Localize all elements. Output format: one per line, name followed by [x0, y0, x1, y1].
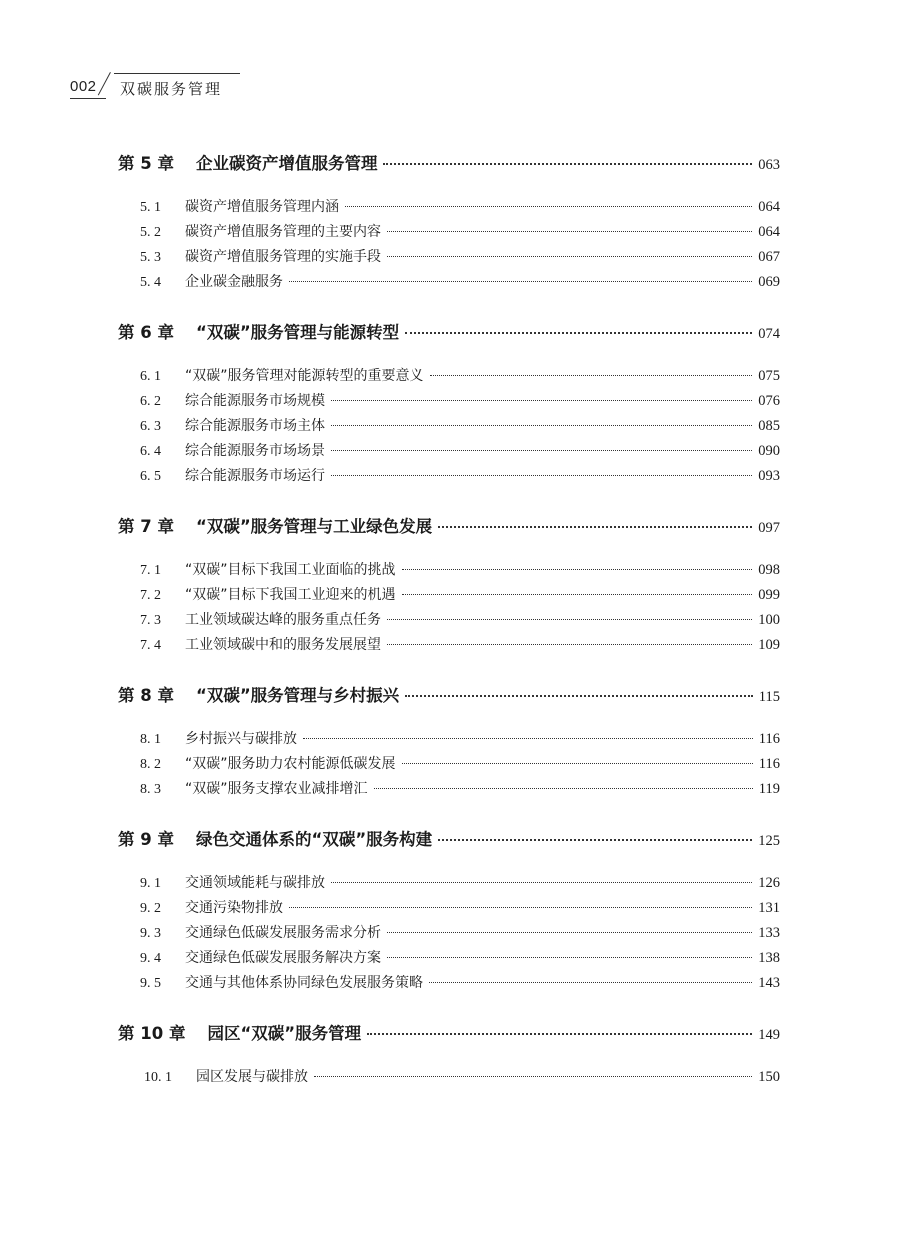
dot-leader [438, 526, 752, 528]
dot-leader [387, 231, 752, 232]
section-entry[interactable] [118, 972, 780, 997]
section-entry[interactable] [118, 872, 780, 897]
section-page-number: 116 [758, 731, 780, 747]
section-number: 5. 3 [140, 250, 161, 265]
section-number: 6. 1 [140, 369, 161, 384]
page-number: 002 [70, 78, 97, 95]
section-page-number: 150 [758, 1069, 780, 1085]
dot-leader [387, 644, 752, 645]
section-entry[interactable] [118, 559, 780, 584]
section-entry[interactable] [118, 271, 780, 296]
section-number: 9. 5 [140, 976, 161, 991]
section-title: 园区发展与碳排放 [196, 1069, 308, 1085]
section-title: 综合能源服务市场规模 [185, 393, 325, 409]
dot-leader [387, 957, 752, 958]
dot-leader [405, 695, 753, 697]
running-header [70, 76, 240, 98]
section-entry[interactable] [118, 947, 780, 972]
section-page-number: 098 [758, 562, 780, 578]
chapter-entry[interactable] [118, 150, 780, 176]
chapter-entry[interactable] [118, 513, 780, 539]
table-of-contents [118, 150, 780, 1091]
section-page-number: 064 [758, 224, 780, 240]
chapter-title: “双碳”服务管理与乡村振兴 [195, 686, 400, 705]
chapter-number: 第 10 章 [118, 1024, 186, 1043]
section-page-number: 064 [758, 199, 780, 215]
section-title: “双碳”服务助力农村能源低碳发展 [185, 756, 396, 772]
section-title: 交通污染物排放 [185, 900, 283, 916]
dot-leader [331, 475, 752, 476]
dot-leader [429, 982, 752, 983]
section-page-number: 143 [758, 975, 780, 991]
section-number: 6. 4 [140, 444, 161, 459]
section-page-number: 119 [758, 781, 780, 797]
dot-leader [331, 400, 752, 401]
section-entry[interactable] [118, 753, 780, 778]
section-page-number: 116 [758, 756, 780, 772]
dot-leader [303, 738, 753, 739]
chapter-number: 第 8 章 [118, 686, 174, 705]
section-entry[interactable] [118, 196, 780, 221]
dot-leader [331, 450, 752, 451]
chapter-page-number: 074 [758, 326, 780, 342]
section-page-number: 100 [758, 612, 780, 628]
chapter-title: “双碳”服务管理与工业绿色发展 [195, 517, 433, 536]
section-page-number: 126 [758, 875, 780, 891]
section-number: 5. 1 [140, 200, 161, 215]
dot-leader [402, 569, 753, 570]
section-entry[interactable] [118, 584, 780, 609]
section-title: 企业碳金融服务 [185, 274, 283, 290]
section-page-number: 090 [758, 443, 780, 459]
section-number: 7. 2 [140, 588, 161, 603]
section-page-number: 099 [758, 587, 780, 603]
dot-leader [345, 206, 752, 207]
section-page-number: 131 [758, 900, 780, 916]
chapter-title: 园区“双碳”服务管理 [207, 1024, 362, 1043]
section-entry[interactable] [118, 365, 780, 390]
header-rule-right [114, 73, 240, 74]
section-number: 5. 4 [140, 275, 161, 290]
chapter-page-number: 125 [758, 833, 780, 849]
dot-leader [387, 256, 752, 257]
section-title: “双碳”服务管理对能源转型的重要意义 [185, 368, 424, 384]
chapter-number: 第 5 章 [118, 154, 174, 173]
chapter-title: “双碳”服务管理与能源转型 [195, 323, 400, 342]
section-page-number: 133 [758, 925, 780, 941]
section-title: 交通绿色低碳发展服务解决方案 [185, 950, 381, 966]
section-entry[interactable] [118, 728, 780, 753]
section-number: 8. 3 [140, 782, 161, 797]
section-number: 8. 1 [140, 732, 161, 747]
section-page-number: 093 [758, 468, 780, 484]
chapter-entry[interactable] [118, 1020, 780, 1046]
section-title: 碳资产增值服务管理的主要内容 [185, 224, 381, 240]
section-title: 碳资产增值服务管理内涵 [185, 199, 339, 215]
chapter-entry[interactable] [118, 682, 780, 708]
section-page-number: 075 [758, 368, 780, 384]
section-title: 碳资产增值服务管理的实施手段 [185, 249, 381, 265]
dot-leader [367, 1033, 752, 1035]
dot-leader [402, 763, 753, 764]
dot-leader [289, 281, 752, 282]
dot-leader [405, 332, 752, 334]
chapter-page-number: 063 [758, 157, 780, 173]
section-entry[interactable] [118, 221, 780, 246]
section-entry[interactable] [118, 922, 780, 947]
chapter-number: 第 7 章 [118, 517, 174, 536]
section-title: 工业领域碳中和的服务发展展望 [185, 637, 381, 653]
dot-leader [374, 788, 753, 789]
dot-leader [289, 907, 752, 908]
section-title: 综合能源服务市场主体 [185, 418, 325, 434]
section-entry[interactable] [118, 634, 780, 659]
section-number: 10. 1 [144, 1070, 172, 1085]
header-rule-left [70, 98, 106, 99]
dot-leader [402, 594, 753, 595]
section-number: 9. 2 [140, 901, 161, 916]
section-entry[interactable] [118, 609, 780, 634]
section-entry[interactable] [118, 415, 780, 440]
section-number: 7. 4 [140, 638, 161, 653]
chapter-page-number: 149 [758, 1027, 780, 1043]
section-page-number: 138 [758, 950, 780, 966]
section-title: 综合能源服务市场运行 [185, 468, 325, 484]
section-entry[interactable] [118, 1066, 780, 1091]
chapter-entry[interactable] [118, 826, 780, 852]
section-number: 9. 3 [140, 926, 161, 941]
section-number: 6. 3 [140, 419, 161, 434]
section-title: 交通领域能耗与碳排放 [185, 875, 325, 891]
section-entry[interactable] [118, 897, 780, 922]
dot-leader [387, 619, 752, 620]
section-entry[interactable] [118, 465, 780, 490]
dot-leader [387, 932, 752, 933]
section-title: 综合能源服务市场场景 [185, 443, 325, 459]
dot-leader [331, 882, 752, 883]
section-entry[interactable] [118, 778, 780, 803]
section-entry[interactable] [118, 390, 780, 415]
header-slash-divider [104, 72, 118, 98]
chapter-entry[interactable] [118, 319, 780, 345]
section-entry[interactable] [118, 440, 780, 465]
section-number: 9. 4 [140, 951, 161, 966]
section-page-number: 069 [758, 274, 780, 290]
section-title: 交通绿色低碳发展服务需求分析 [185, 925, 381, 941]
dot-leader [383, 163, 752, 165]
chapter-number: 第 9 章 [118, 830, 174, 849]
section-title: 乡村振兴与碳排放 [185, 731, 297, 747]
section-number: 7. 1 [140, 563, 161, 578]
chapter-page-number: 115 [758, 689, 780, 705]
dot-leader [331, 425, 752, 426]
section-number: 5. 2 [140, 225, 161, 240]
section-title: “双碳”服务支撑农业减排增汇 [185, 781, 368, 797]
dot-leader [314, 1076, 752, 1077]
section-page-number: 109 [758, 637, 780, 653]
section-title: “双碳”目标下我国工业面临的挑战 [185, 562, 396, 578]
chapter-page-number: 097 [758, 520, 780, 536]
book-title: 双碳服务管理 [120, 80, 223, 98]
section-number: 9. 1 [140, 876, 161, 891]
section-title: 工业领域碳达峰的服务重点任务 [185, 612, 381, 628]
section-number: 8. 2 [140, 757, 161, 772]
section-title: “双碳”目标下我国工业迎来的机遇 [185, 587, 396, 603]
section-page-number: 067 [758, 249, 780, 265]
section-number: 6. 5 [140, 469, 161, 484]
chapter-title: 企业碳资产增值服务管理 [195, 154, 378, 173]
section-page-number: 076 [758, 393, 780, 409]
section-title: 交通与其他体系协同绿色发展服务策略 [185, 975, 423, 991]
chapter-title: 绿色交通体系的“双碳”服务构建 [195, 830, 433, 849]
section-number: 6. 2 [140, 394, 161, 409]
dot-leader [438, 839, 752, 841]
section-entry[interactable] [118, 246, 780, 271]
section-number: 7. 3 [140, 613, 161, 628]
chapter-number: 第 6 章 [118, 323, 174, 342]
dot-leader [430, 375, 753, 376]
section-page-number: 085 [758, 418, 780, 434]
